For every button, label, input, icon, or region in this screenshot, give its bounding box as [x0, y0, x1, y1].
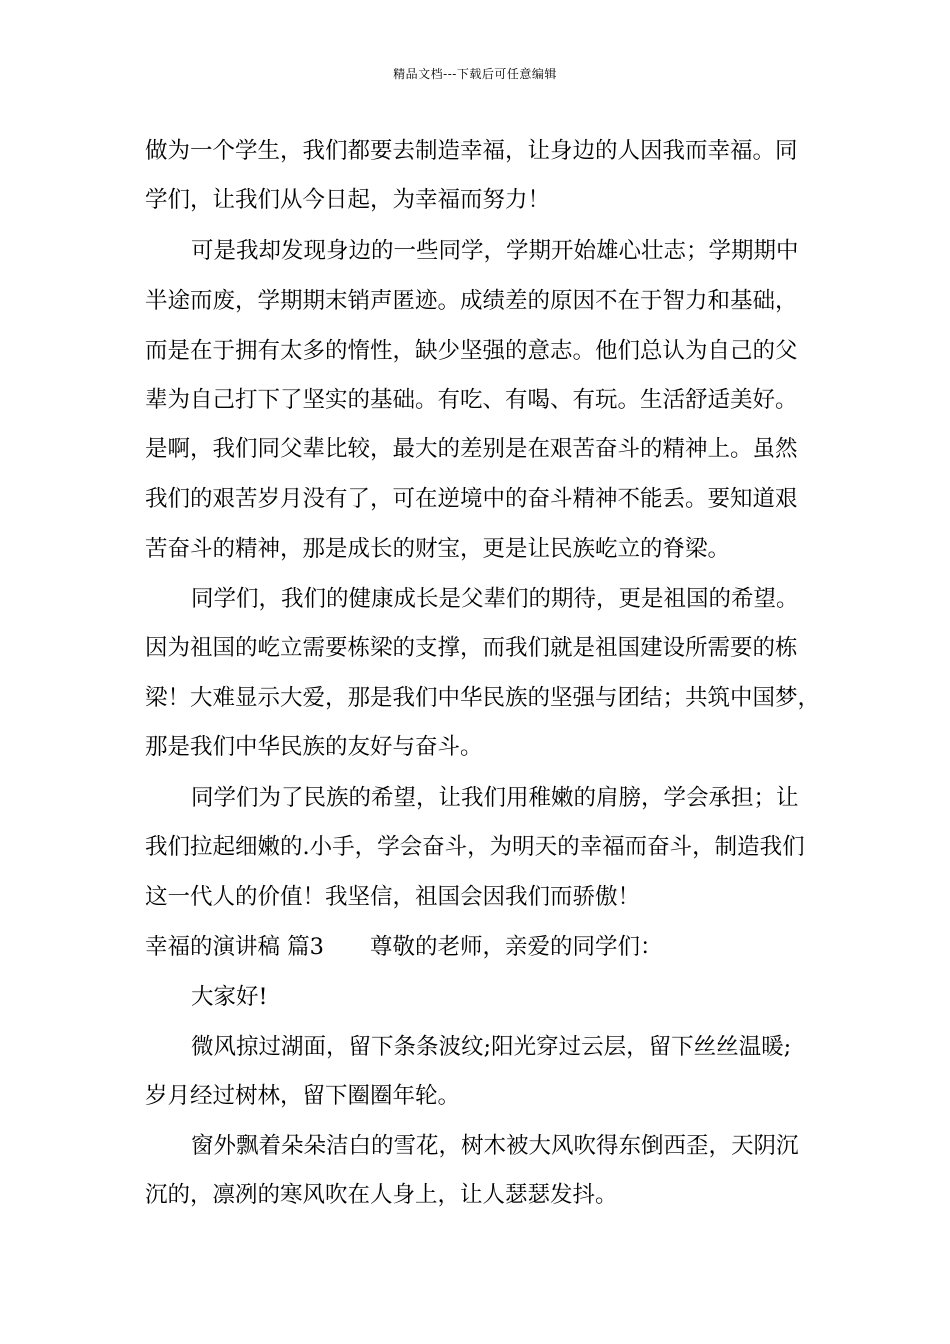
body-line: 我们的艰苦岁月没有了，可在逆境中的奋斗精神不能丢。要知道艰: [145, 486, 798, 512]
body-line: 同学们为了民族的希望，让我们用稚嫩的肩膀，学会承担；让: [191, 785, 799, 811]
section-title: 幸福的演讲稿 篇3: [145, 934, 324, 960]
page-header: 精品文档---下载后可任意编辑: [393, 67, 557, 81]
body-line: 沉的，凛冽的寒风吹在人身上，让人瑟瑟发抖。: [145, 1182, 618, 1208]
body-line: 因为祖国的屹立需要栋梁的支撑，而我们就是祖国建设所需要的栋: [145, 635, 798, 661]
section-heading-line: [145, 932, 662, 962]
body-line: 同学们，我们的健康成长是父辈们的期待，更是祖国的希望。: [191, 586, 799, 612]
salutation: 尊敬的老师，亲爱的同学们：: [369, 934, 663, 960]
body-line: 岁月经过树林，留下圈圈年轮。: [145, 1083, 461, 1109]
body-line: 大家好!: [191, 984, 268, 1010]
body-line: 苦奋斗的精神，那是成长的财宝，更是让民族屹立的脊梁。: [145, 536, 731, 562]
body-line: 梁！大难显示大爱，那是我们中华民族的坚强与团结；共筑中国梦，: [145, 685, 821, 711]
body-line: 微风掠过湖面，留下条条波纹;阳光穿过云层，留下丝丝温暖;: [191, 1034, 792, 1060]
body-line: 那是我们中华民族的友好与奋斗。: [145, 734, 483, 760]
body-line: 窗外飘着朵朵洁白的雪花，树木被大风吹得东倒西歪，天阴沉: [191, 1133, 799, 1159]
body-line: 可是我却发现身边的一些同学，学期开始雄心壮志；学期期中: [191, 238, 799, 264]
body-line: 半途而废，学期期末销声匿迹。成绩差的原因不在于智力和基础，: [145, 288, 798, 314]
body-line: 辈为自己打下了坚实的基础。有吃、有喝、有玩。生活舒适美好。: [145, 387, 798, 413]
body-line: 我们拉起细嫩的.小手，学会奋斗，为明天的幸福而奋斗，制造我们: [145, 834, 805, 860]
body-line: 做为一个学生，我们都要去制造幸福，让身边的人因我而幸福。同: [145, 138, 798, 164]
body-line: 学们，让我们从今日起，为幸福而努力！: [145, 187, 551, 213]
body-line: 而是在于拥有太多的惰性，缺少坚强的意志。他们总认为自己的父: [145, 338, 798, 364]
body-line: 这一代人的价值！我坚信，祖国会因我们而骄傲！: [145, 884, 641, 910]
body-line: 是啊，我们同父辈比较，最大的差别是在艰苦奋斗的精神上。虽然: [145, 436, 798, 462]
